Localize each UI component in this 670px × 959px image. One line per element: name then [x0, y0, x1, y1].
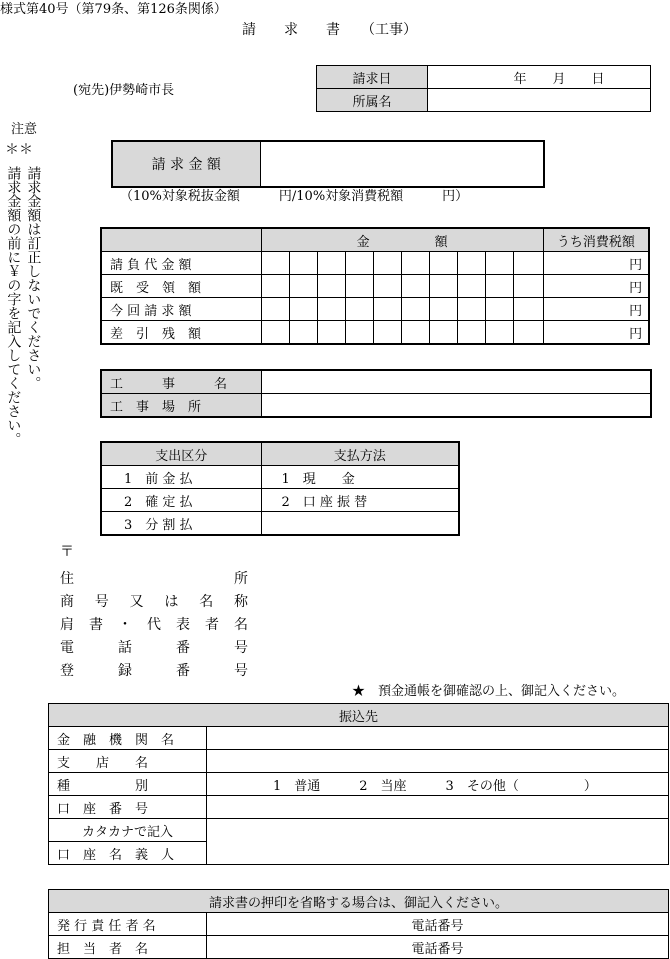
digit-cell[interactable]: [317, 298, 345, 321]
char: 名: [234, 617, 248, 633]
digit-cell[interactable]: [373, 321, 401, 345]
bank-note: ★ 預金通帳を御確認の上、御記入ください。: [352, 684, 626, 699]
payment-table: [100, 441, 460, 536]
issuer-phone-field[interactable]: 電話番号: [207, 913, 669, 936]
digit-cell[interactable]: [457, 321, 485, 345]
digit-cell[interactable]: [457, 275, 485, 298]
issuer-label: 発 行 責 任 者 名: [49, 913, 207, 936]
digit-cell[interactable]: [261, 298, 289, 321]
document-title: 請 求 書 （工事）: [242, 22, 417, 38]
bank-branch-label: 支 店 名: [49, 750, 207, 773]
digit-cell[interactable]: [429, 252, 457, 275]
date-label: 請求日: [317, 66, 428, 89]
digit-cell[interactable]: [345, 298, 373, 321]
bank-table-title: 振込先: [49, 704, 669, 727]
payment-type-header: 支出区分: [101, 442, 261, 466]
digit-cell[interactable]: [317, 252, 345, 275]
char: 番: [176, 640, 190, 656]
date-field[interactable]: 年 月 日: [428, 66, 651, 89]
char: 所: [234, 571, 248, 587]
row-label: 差 引 残 額: [101, 321, 261, 345]
claim-amount-box: [111, 140, 545, 188]
digit-cell[interactable]: [261, 321, 289, 345]
row-label: 請 負 代 金 額: [101, 252, 261, 275]
claim-amount-label: 請 求 金 額: [112, 141, 260, 187]
row-label: 今 回 請 求 額: [101, 298, 261, 321]
char: は: [164, 594, 179, 610]
bank-institution-field[interactable]: [207, 727, 669, 750]
digit-cell[interactable]: [457, 298, 485, 321]
notes-stars: ＊＊: [5, 142, 33, 158]
seal-table-title: 請求書の押印を省略する場合は、御記入ください。: [49, 890, 669, 913]
digit-cell[interactable]: [289, 252, 317, 275]
account-holder-field[interactable]: [207, 819, 669, 865]
payee-address-label: [60, 568, 248, 588]
tax-cell[interactable]: 円: [543, 298, 649, 321]
digit-cell[interactable]: [513, 252, 543, 275]
digit-cell[interactable]: [429, 321, 457, 345]
digit-cell[interactable]: [261, 275, 289, 298]
digit-cell[interactable]: [485, 252, 513, 275]
amount-table-corner: [101, 228, 261, 252]
note-line-2: 請求金額の前に￥の字を記入してください。: [5, 166, 22, 446]
payee-phone-label: [60, 637, 248, 657]
account-type-options[interactable]: 1 普通 2 当座 3 その他（ ）: [207, 773, 669, 796]
digit-cell[interactable]: [485, 321, 513, 345]
work-table: [100, 369, 652, 418]
digit-cell[interactable]: [345, 321, 373, 345]
digit-cell[interactable]: [373, 298, 401, 321]
char: 話: [118, 640, 132, 656]
digit-cell[interactable]: [289, 298, 317, 321]
payee-registration-label: [60, 660, 248, 680]
digit-cell[interactable]: [261, 252, 289, 275]
char: 商: [60, 594, 74, 610]
char: 者: [205, 617, 219, 633]
work-name-label: 工 事 名: [101, 370, 261, 394]
row-label: 既 受 領 額: [101, 275, 261, 298]
bank-institution-label: 金 融 機 関 名: [49, 727, 207, 750]
digit-cell[interactable]: [429, 275, 457, 298]
char: 電: [60, 640, 74, 656]
char: 登: [60, 663, 74, 679]
digit-cell[interactable]: [485, 275, 513, 298]
tax-note: （10%対象税抜金額 円/10%対象消費税額 円）: [120, 189, 469, 204]
tax-cell[interactable]: 円: [543, 275, 649, 298]
bank-branch-field[interactable]: [207, 750, 669, 773]
digit-cell[interactable]: [345, 275, 373, 298]
payment-method-option[interactable]: 1 現 金: [261, 466, 459, 489]
account-holder-label: 口 座 名 義 人: [49, 842, 207, 865]
char: 代: [147, 617, 161, 633]
char: 肩: [60, 617, 74, 633]
digit-cell[interactable]: [401, 298, 429, 321]
char: 書: [89, 617, 103, 633]
char: 又: [129, 594, 144, 610]
digit-cell[interactable]: [317, 275, 345, 298]
work-place-field[interactable]: [261, 394, 651, 418]
addressee: (宛先)伊勢崎市長: [73, 83, 175, 98]
tax-column-header: うち消費税額: [543, 228, 649, 252]
char: 号: [94, 594, 109, 610]
char: 号: [234, 663, 248, 679]
payment-method-option[interactable]: 2 口 座 振 替: [261, 489, 459, 512]
payment-method-header: 支払方法: [261, 442, 459, 466]
work-place-label: 工 事 場 所: [101, 394, 261, 418]
payment-type-option[interactable]: 2 確 定 払: [101, 489, 261, 512]
payment-type-option[interactable]: 1 前 金 払: [101, 466, 261, 489]
char: 住: [60, 571, 74, 587]
tax-cell[interactable]: 円: [543, 252, 649, 275]
char: 名: [199, 594, 214, 610]
table-row: [101, 321, 649, 345]
digit-cell[interactable]: [289, 321, 317, 345]
amount-table: [100, 227, 650, 345]
digit-cell[interactable]: [373, 252, 401, 275]
char: 番: [176, 663, 190, 679]
char: 称: [233, 594, 248, 610]
digit-cell[interactable]: [373, 275, 401, 298]
digit-cell[interactable]: [401, 252, 429, 275]
payee-representative-label: [60, 614, 248, 634]
amount-column-header: 金 額: [261, 228, 543, 252]
digit-cell[interactable]: [457, 252, 485, 275]
date-box: [316, 65, 651, 112]
digit-cell[interactable]: [513, 298, 543, 321]
tax-cell[interactable]: 円: [543, 321, 649, 345]
claim-amount-field[interactable]: [260, 141, 544, 187]
dept-label: 所属名: [317, 89, 428, 112]
account-number-label: 口 座 番 号: [49, 796, 207, 819]
dept-field[interactable]: [428, 89, 651, 112]
table-row: [101, 252, 649, 275]
char: 表: [176, 617, 190, 633]
kana-label: カタカナで記入: [49, 819, 207, 842]
digit-cell[interactable]: [513, 321, 543, 345]
char: ・: [118, 617, 132, 633]
digit-cell[interactable]: [429, 298, 457, 321]
digit-cell[interactable]: [485, 298, 513, 321]
payment-type-option[interactable]: 3 分 割 払: [101, 512, 261, 536]
notes-heading: 注意: [11, 122, 38, 137]
digit-cell[interactable]: [289, 275, 317, 298]
account-number-field[interactable]: [207, 796, 669, 819]
digit-cell[interactable]: [513, 275, 543, 298]
person-label: 担 当 者 名: [49, 936, 207, 959]
person-phone-field[interactable]: 電話番号: [207, 936, 669, 959]
table-row: [101, 275, 649, 298]
work-name-field[interactable]: [261, 370, 651, 394]
postal-mark: 〒: [60, 544, 74, 560]
table-row: [101, 298, 649, 321]
note-line-1: 請求金額は訂正しないでください。: [25, 166, 42, 390]
form-number: 様式第40号（第79条、第126条関係）: [0, 2, 227, 17]
digit-cell[interactable]: [401, 275, 429, 298]
char: 録: [118, 663, 132, 679]
char: 号: [234, 640, 248, 656]
bank-table: [48, 703, 669, 865]
digit-cell[interactable]: [401, 321, 429, 345]
seal-table: [48, 889, 669, 959]
payment-method-empty: [261, 512, 459, 536]
payee-name-label: [60, 591, 248, 611]
account-type-label: 種 別: [49, 773, 207, 796]
digit-cell[interactable]: [345, 252, 373, 275]
digit-cell[interactable]: [317, 321, 345, 345]
